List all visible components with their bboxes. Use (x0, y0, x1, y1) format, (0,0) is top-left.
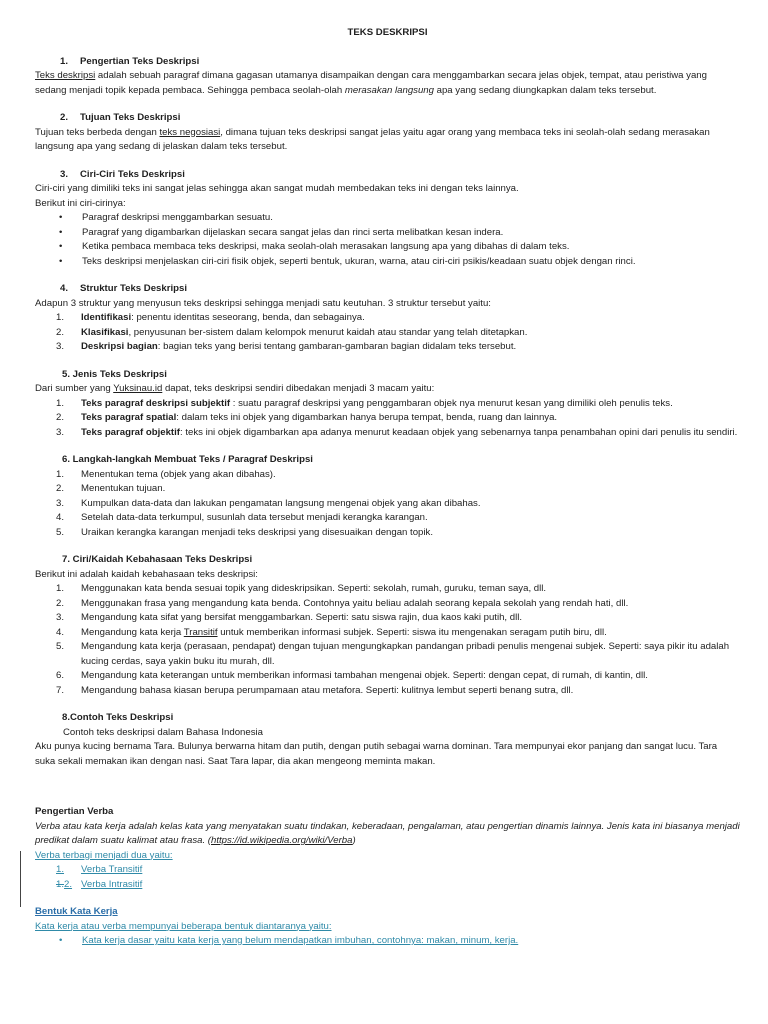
teks-deskripsi-link[interactable]: Teks deskripsi (35, 70, 96, 81)
teks-negosiasi-link[interactable]: teks negosiasi (159, 126, 221, 138)
list-item: 3. Kumpulkan data-data dan lakukan pengamatan langsung mengenai objek yang akan dibahas. (56, 497, 481, 509)
wikipedia-link[interactable]: https://id.wikipedia.org/wiki/Verba (210, 835, 353, 846)
list-item: 4. Mengandung kata kerja Transitif untuk memberikan informasi subjek. Seperti: siswa itu mengenakan seragam putih biru, dll. (56, 626, 607, 638)
verba-split-block (35, 849, 740, 893)
list-item: 2. Klasifikasi, penyusunan ber-sistem dalam kelompok menurut kaidah atau standar yang telah ditetapkan. (56, 326, 528, 338)
list-item: • Ketika pembaca membaca teks deskripsi, maka seolah-olah merasakan langsung apa yang dibahas di dalam teks. (35, 240, 740, 255)
section-3-heading: 3. Ciri-Ciri Teks Deskripsi (60, 168, 185, 180)
list-item: 1. Teks paragraf deskripsi subjektif : suatu paragraf deskripsi yang penggambaran objek nya menurut kesan yang dimiliki oleh penulis teks. (56, 397, 673, 409)
section-5-heading: 5. Jenis Teks Deskripsi (62, 368, 167, 380)
section-3-intro-2: Berikut ini ciri-cirinya: (35, 197, 126, 209)
bentuk-kata-kerja-heading: Bentuk Kata Kerja (35, 906, 118, 917)
list-item: • Paragraf yang digambarkan dijelaskan secara sangat jelas dan rinci serta melibatkan kesan indera. (35, 226, 740, 241)
section-7-intro: Berikut ini adalah kaidah kebahasaan teks deskripsi: (35, 568, 258, 580)
list-item: 7. Mengandung bahasa kiasan berupa perumpamaan atau metafora. Seperti: kulitnya lembut seperti benang sutra, dll. (56, 684, 574, 696)
list-item: 4. Setelah data-data terkumpul, susunlah data tersebut menjadi kerangka karangan. (56, 512, 428, 523)
section-6-list (35, 468, 740, 541)
section-2-paragraph: Tujuan teks berbeda dengan teks negosiasi, dimana tujuan teks deskripsi sangat jelas yaitu agar orang yang membaca teks ini seolah-olah sedang merasakan langsung apa yang sedang di jelaskan dalam teks tersebut. (35, 126, 710, 152)
verba-definition: Verba atau kata kerja adalah kelas kata yang menyatakan suatu tindakan, keberadaan, pengalaman, atau pengertian dinamis lainnya. Jenis kata ini biasanya menjadi predikat dalam suatu kalimat atau frasa. (https://id.wikipedia.org/wiki/Verba) (35, 820, 740, 846)
section-4-list (35, 311, 740, 355)
list-item: 1. Identifikasi: penentu identitas seseorang, benda, dan sebagainya. (56, 312, 365, 323)
section-1-number: 1. (60, 55, 69, 67)
section-5-list (35, 397, 740, 441)
document-page (35, 26, 740, 949)
section-6-heading: 6. Langkah-langkah Membuat Teks / Paragraf Deskripsi (62, 454, 313, 465)
section-1-paragraph: Teks deskripsi adalah sebuah paragraf dimana gagasan utamanya disampaikan dengan cara menggambarkan secara jelas objek, tempat, atau peristiwa yang sedang menjadi topik kepada pembaca. Sehingga pembaca seolah-olah merasakan langsung apa yang sedang diungkapkan dalam teks tersebut. (35, 70, 707, 96)
section-7-list (35, 582, 740, 698)
list-item: 1.2. Verba Intrasitif (56, 878, 143, 890)
list-item: 1. Menentukan tema (objek yang akan dibahas). (56, 468, 276, 480)
list-item: • Kata kerja dasar yaitu kata kerja yang belum mendapatkan imbuhan, contohnya: makan, minum, kerja. (35, 934, 740, 949)
list-item: 2. Teks paragraf spatial: dalam teks ini objek yang digambarkan hanya berupa tempat, benda, ruang dan lainnya. (56, 412, 558, 423)
section-4-heading: 4. Struktur Teks Deskripsi (60, 283, 187, 294)
section-5-intro: Dari sumber yang Yuksinau.id dapat, teks deskripsi sendiri dibedakan menjadi 3 macam yaitu: (35, 383, 435, 394)
document-title: TEKS DESKRIPSI (347, 27, 428, 38)
change-bar (20, 851, 21, 907)
section-8-subtitle: Contoh teks deskripsi dalam Bahasa Indonesia (63, 726, 263, 738)
list-item: 1. Menggunakan kata benda sesuai topik yang dideskripsikan. Seperti: sekolah, rumah, guruku, teman saya, dll. (56, 583, 547, 594)
list-item: 2. Menentukan tujuan. (56, 483, 166, 494)
bentuk-intro: Kata kerja atau verba mempunyai beberapa bentuk diantaranya yaitu: (35, 920, 332, 932)
verba-heading: Pengertian Verba (35, 806, 114, 817)
verba-split-intro: Verba terbagi menjadi dua yaitu: (35, 849, 173, 861)
section-8-paragraph: Aku punya kucing bernama Tara. Bulunya berwarna hitam dan putih, dengan putih sebagai warna dominan. Tara mempunyai ekor panjang dan sangat lucu. Tara suka sekali memakan ikan dengan nasi. Saat Tara lapar, dia akan mengeong meminta makan. (35, 741, 718, 767)
section-1-heading (35, 55, 740, 70)
yuksinau-link[interactable]: Yuksinau.id (113, 383, 163, 394)
section-2-heading: 2. Tujuan Teks Deskripsi (60, 112, 181, 123)
list-item: 1. Verba Transitif (56, 864, 143, 875)
list-item: • Teks deskripsi menjelaskan ciri-ciri fisik objek, seperti bentuk, ukuran, warna, atau ciri-ciri psikis/keadaan suatu objek dengan rinci. (35, 255, 740, 270)
bentuk-list (35, 934, 740, 949)
section-3-list (35, 211, 740, 269)
section-4-intro: Adapun 3 struktur yang menyusun teks deskripsi sehingga menjadi satu keutuhan. 3 struktur tersebut yaitu: (35, 297, 491, 309)
section-8-heading: 8.Contoh Teks Deskripsi (62, 712, 174, 723)
section-7-heading: 7. Ciri/Kaidah Kebahasaan Teks Deskripsi (62, 554, 253, 565)
list-item: 5. Uraikan kerangka karangan menjadi teks deskripsi yang disesuaikan dengan topik. (56, 526, 433, 538)
verba-type-list (35, 863, 740, 892)
list-item: • Paragraf deskripsi menggambarkan sesuatu. (35, 211, 740, 226)
list-item: 3. Deskripsi bagian: bagian teks yang berisi tentang gambaran-gambaran bagian didalam teks tersebut. (56, 341, 517, 352)
list-item: 3. Mengandung kata sifat yang bersifat menggambarkan. Seperti: satu siswa rajin, dua kaos kaki putih, dll. (56, 612, 523, 623)
section-3-intro: Ciri-ciri yang dimiliki teks ini sangat jelas sehingga akan sangat mudah membedakan teks ini dengan teks lainnya. (35, 183, 519, 194)
list-item: 3. Teks paragraf objektif: teks ini objek digambarkan apa adanya menurut keadaan objek yang sebenarnya tanpa penambahan opini dari penulis itu sendiri. (56, 426, 738, 438)
list-item: 6. Mengandung kata keterangan untuk memberikan informasi tambahan mengenai objek. Seperti: dengan cepat, di rumah, di kantin, dll. (56, 670, 648, 681)
section-1-title: Pengertian Teks Deskripsi (80, 55, 200, 67)
transitif-link[interactable]: Transitif (183, 626, 218, 638)
list-item: 5. Mengandung kata kerja (perasaan, pendapat) dengan tujuan mengungkapkan pandangan pribadi penulis mengenai subjek. Seperti: saya pikir itu adalah kucing cerdas, saya yakin buku itu murah, dll. (56, 641, 730, 667)
list-item: 2. Menggunakan frasa yang mengandung kata benda. Contohnya yaitu beliau adalah seorang kepala sekolah yang rendah hati, dll. (56, 597, 629, 609)
